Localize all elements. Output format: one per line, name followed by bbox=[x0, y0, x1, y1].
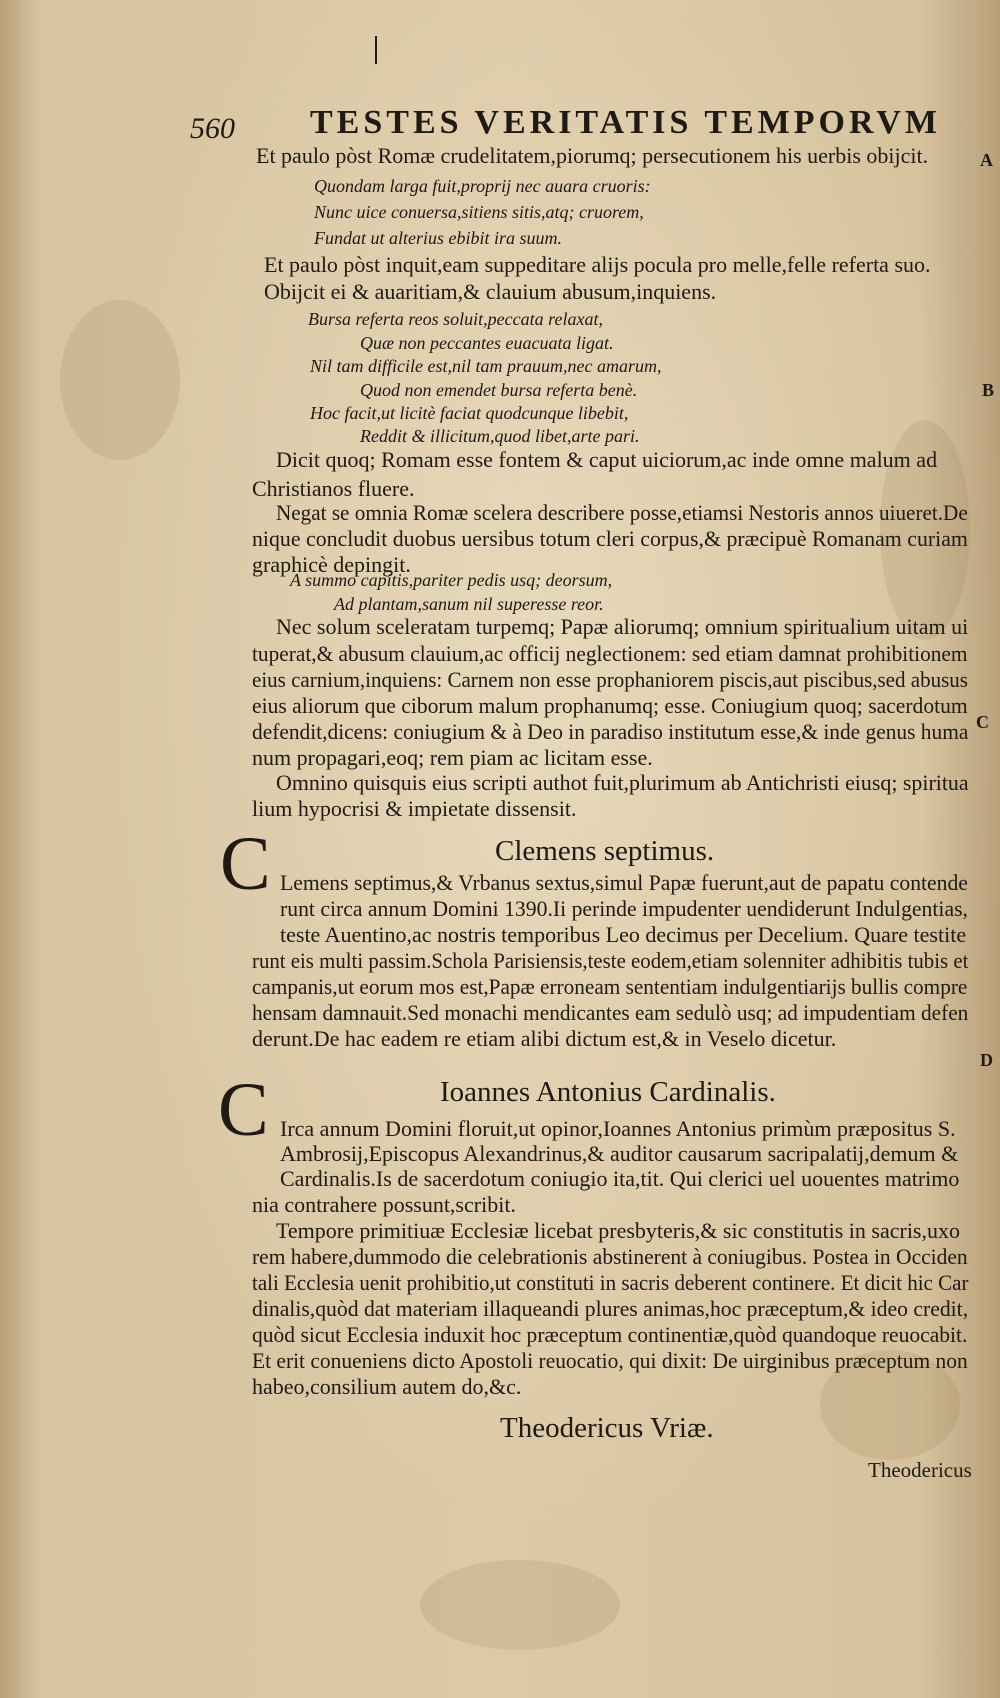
text-line: campanis,ut eorum mos est,Papæ erroneam sententiam indulgentiarijs bullis compre bbox=[252, 974, 968, 999]
text-line: graphicè depingit. bbox=[252, 552, 411, 577]
binding-tick-mark bbox=[372, 36, 380, 66]
text-line: lium hypocrisi & impietate dissensit. bbox=[252, 796, 577, 821]
verse-line: Fundat ut alterius ebibit ira suum. bbox=[314, 228, 563, 248]
text-line: Omnino quisquis eius scripti authot fuit,plurimum ab Antichristi eiusq; spiritua bbox=[276, 770, 969, 795]
text-line: Irca annum Domini floruit,ut opinor,Ioannes Antonius primùm præpositus S. bbox=[280, 1116, 956, 1141]
text-line: nia contrahere possunt,scribit. bbox=[252, 1192, 516, 1217]
catchword: Theodericus bbox=[868, 1458, 972, 1482]
text-line: teste Auentino,ac nostris temporibus Leo decimus per Decelium. Quare testite bbox=[280, 922, 967, 947]
text-line: Et erit conueniens dicto Apostoli reuocatio, qui dixit: De uirginibus præceptum non bbox=[252, 1348, 968, 1373]
text-line: tali Ecclesia uenit prohibitio,ut constituti in sacris deberent continere. Et dicit hic Car bbox=[252, 1270, 969, 1295]
text-line: Et paulo pòst Romæ crudelitatem,piorumq; persecutionem his uerbis obijcit. bbox=[256, 143, 929, 168]
text-line: Obijcit ei & auaritiam,& clauium abusum,inquiens. bbox=[264, 279, 717, 304]
text-line: habeo,consilium autem do,&c. bbox=[252, 1374, 522, 1399]
verse-line: Ad plantam,sanum nil superesse reor. bbox=[334, 594, 604, 614]
verse-line: Hoc facit,ut licitè faciat quodcunque libebit, bbox=[310, 403, 629, 423]
margin-letter-b: B bbox=[982, 380, 995, 400]
text-line: dinalis,quòd dat materiam illaqueandi plures animas,hoc præceptum,& ideo credit, bbox=[252, 1296, 969, 1321]
verse-line: Bursa referta reos soluit,peccata relaxat, bbox=[308, 309, 603, 329]
text-line: Dicit quoq; Romam esse fontem & caput uiciorum,ac inde omne malum ad bbox=[276, 447, 938, 472]
text-line: Tempore primitiuæ Ecclesiæ licebat presbyteris,& sic constitutis in sacris,uxo bbox=[276, 1218, 960, 1243]
text-line: eius carnium,inquiens: Carnem non esse prophaniorem piscis,aut piscibus,sed abusus bbox=[252, 667, 968, 692]
text-line: rem habere,dummodo die celebrationis abstinerent à coniugibus. Postea in Occiden bbox=[252, 1244, 968, 1269]
drop-cap: C bbox=[218, 1068, 269, 1152]
margin-letter-a: A bbox=[980, 150, 993, 170]
verse-line: Quod non emendet bursa referta benè. bbox=[360, 380, 638, 400]
margin-letter-c: C bbox=[976, 712, 989, 732]
text-line: defendit,dicens: coniugium & à Deo in paradiso institutum esse,& inde genus huma bbox=[252, 719, 969, 744]
section-heading: Theodericus Vriæ. bbox=[500, 1412, 714, 1444]
verse-line: Quæ non peccantes euacuata ligat. bbox=[360, 333, 614, 353]
text-line: runt eis multi passim.Schola Parisiensis,teste eodem,etiam solenniter adhibitis tubis et bbox=[252, 948, 969, 973]
text-line: num propagari,eoq; rem piam ac licitam esse. bbox=[252, 745, 653, 770]
text-line: runt circa annum Domini 1390.Ii perinde impudenter uendiderunt Indulgentias, bbox=[280, 896, 968, 921]
section-heading: Clemens septimus. bbox=[495, 835, 715, 867]
text-line: Nec solum sceleratam turpemq; Papæ aliorumq; omnium spiritualium uitam ui bbox=[276, 614, 969, 639]
text-line: Ambrosij,Episcopus Alexandrinus,& auditor causarum sacripalatij,demum & bbox=[280, 1141, 959, 1166]
text-line: eius aliorum que ciborum malum prophanumq; esse. Coniugium quoq; sacerdotum bbox=[252, 693, 968, 718]
text-line: Negat se omnia Romæ scelera describere posse,etiamsi Nestoris annos uiueret.De bbox=[276, 500, 968, 525]
margin-letter-d: D bbox=[980, 1050, 993, 1070]
text-line: derunt.De hac eadem re etiam alibi dictum est,& in Veselo dicetur. bbox=[252, 1026, 837, 1051]
text-line: hensam damnauit.Sed monachi mendicantes eam sedulò usq; ad impudentiam defen bbox=[252, 1000, 969, 1025]
drop-cap: C bbox=[220, 822, 271, 906]
text-line: Cardinalis.Is de sacerdotum coniugio ita,tit. Qui clerici uel uouentes matrimo bbox=[280, 1166, 960, 1191]
verse-line: Quondam larga fuit,proprij nec auara cruoris: bbox=[314, 176, 651, 196]
verse-line: Reddit & illicitum,quod libet,arte pari. bbox=[360, 426, 640, 446]
text-line: tuperat,& abusum clauium,ac officij neglectionem: sed etiam damnat prohibitionem bbox=[252, 641, 968, 666]
text-line: Christianos fluere. bbox=[252, 476, 415, 501]
running-title: TESTES VERITATIS TEMPORVM bbox=[310, 104, 941, 141]
page-number: 560 bbox=[190, 112, 235, 145]
verse-line: Nunc uice conuersa,sitiens sitis,atq; cruorem, bbox=[314, 202, 644, 222]
text-line: quòd sicut Ecclesia induxit hoc præceptum continentiæ,quòd quandoque reuocabit. bbox=[252, 1322, 968, 1347]
verse-line: Nil tam difficile est,nil tam prauum,nec amarum, bbox=[310, 356, 662, 376]
text-line: Et paulo pòst inquit,eam suppeditare alijs pocula pro melle,felle referta suo. bbox=[264, 252, 931, 277]
section-heading: Ioannes Antonius Cardinalis. bbox=[440, 1076, 776, 1108]
verse-line: A summo capitis,pariter pedis usq; deorsum, bbox=[290, 570, 613, 590]
text-line: Lemens septimus,& Vrbanus sextus,simul Papæ fuerunt,aut de papatu contende bbox=[280, 870, 968, 895]
text-line: nique concludit duobus uersibus totum cleri corpus,& præcipuè Romanam curiam bbox=[252, 526, 968, 551]
